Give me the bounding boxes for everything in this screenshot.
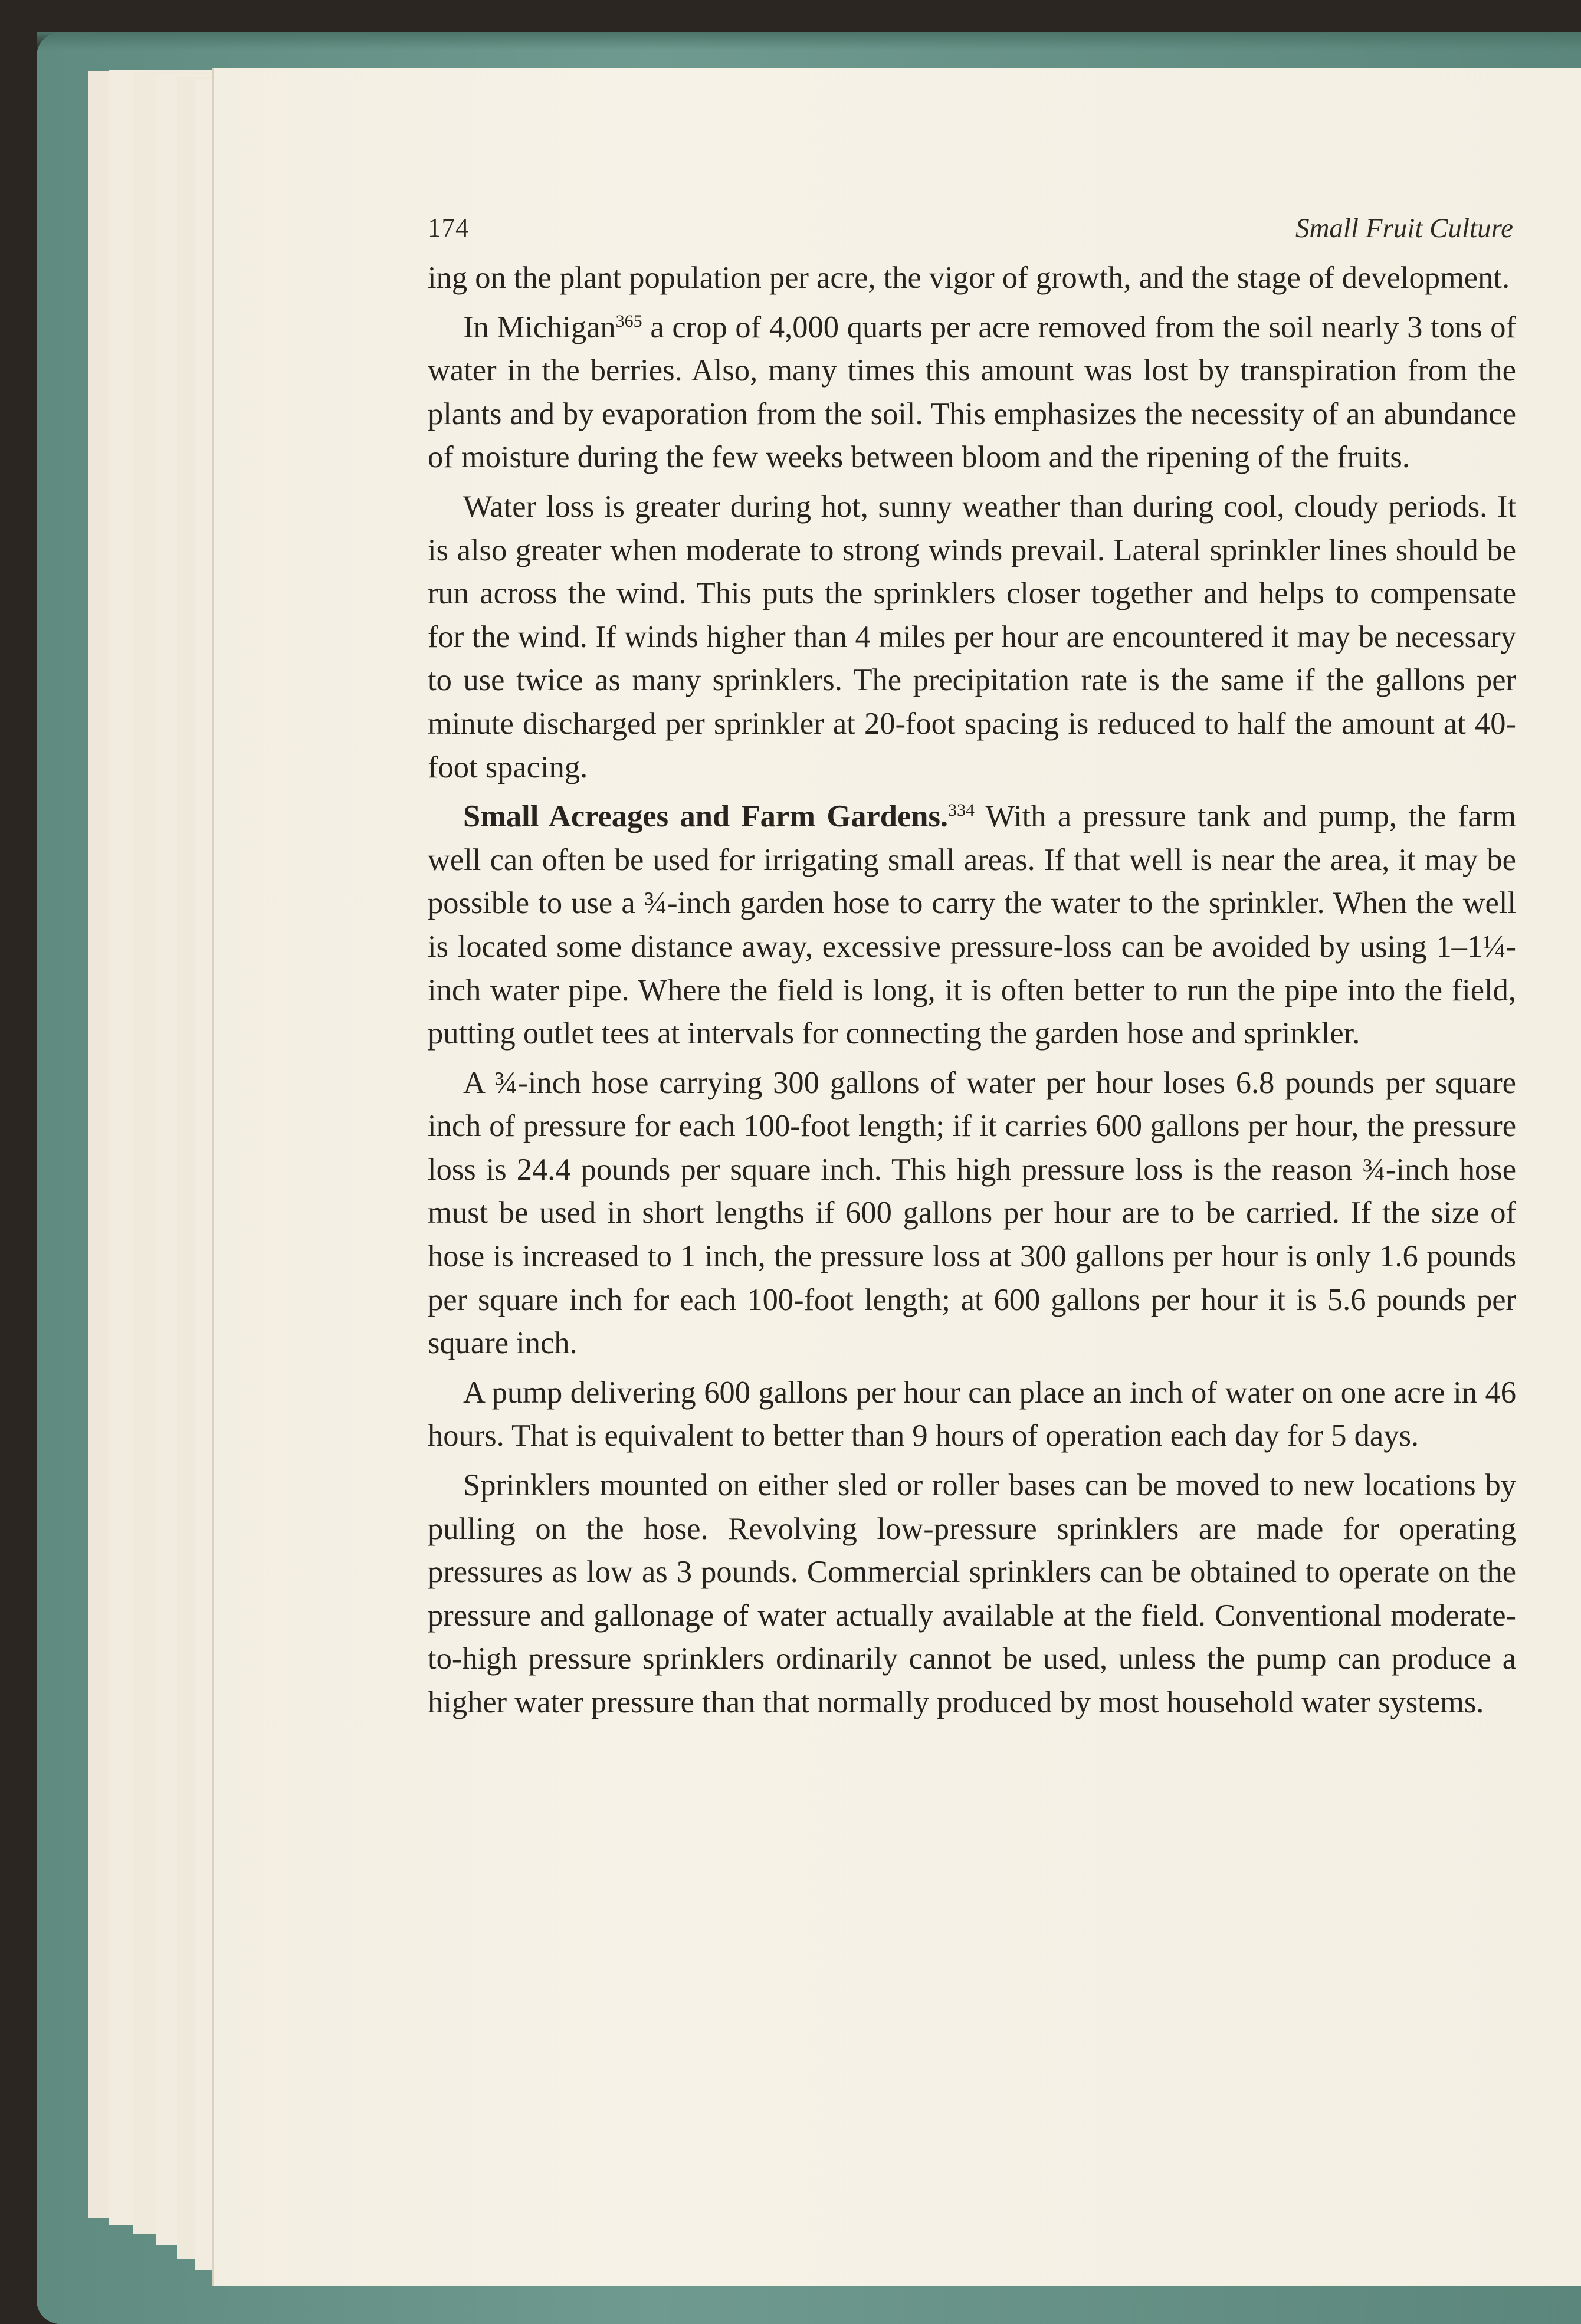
paragraph: A ¾-inch hose carrying 300 gallons of water per hour loses 6.8 pounds per square inch of pressure for each 100-foot length; if it carries 600 gallons per hour, the pressure loss is 24.4 pounds per square inch. This high pressure loss is the reason ¾-inch hose must be used in short lengths if 600 gallons per hour are to be carried. If the size of hose is increased to 1 inch, the pressure loss at 300 gallons per hour is only 1.6 pounds per square inch for each 100-foot length; at 600 gallons per hour it is 5.6 pounds per square inch. [428, 1065, 1516, 1361]
paragraph-text: a crop of 4,000 quarts per acre removed from the soil nearly 3 tons of water in the berries. Also, many times this amount was lost by transpiration from the plants and by evaporation from the soil. This emphasizes the necessity of an abundance of moisture during the few weeks between bloom and the ripening of the fruits. [428, 310, 1516, 475]
page-header [428, 212, 1513, 248]
cover-shadow [37, 32, 1581, 50]
paragraph-text: With a pressure tank and pump, the farm well can often be used for irrigating small areas. If that well is near the area, it may be possible to use a ¾-inch garden hose to carry the water to the sprinkler. When the well is located some distance away, excessive pressure-loss can be avoided by using 1–1¼-inch water pipe. Where the field is long, it is often better to run the pipe into the field, putting outlet tees at intervals for connecting the garden hose and sprinkler. [428, 799, 1516, 1051]
paragraph [428, 306, 1516, 480]
paragraph: ing on the plant population per acre, the vigor of growth, and the stage of development. [428, 261, 1510, 295]
paragraph [428, 795, 1516, 1056]
paragraph: A pump delivering 600 gallons per hour can place an inch of water on one acre in 46 hours. That is equivalent to better than 9 hours of operation each day for 5 days. [428, 1375, 1516, 1453]
footnote-ref: 334 [948, 800, 975, 820]
footnote-ref: 365 [615, 311, 642, 331]
paragraph: Water loss is greater during hot, sunny weather than during cool, cloudy periods. It is also greater when moderate to strong winds prevail. Lateral sprinkler lines should be run across the wind. This puts the sprinklers closer together and helps to compensate for the wind. If winds higher than 4 miles per hour are encountered it may be necessary to use twice as many sprinklers. The precipitation rate is the same if the gallons per minute discharged per sprinkler at 20-foot spacing is reduced to half the amount at 40-foot spacing. [428, 489, 1516, 784]
body-text [428, 257, 1516, 1725]
running-head: Small Fruit Culture [1295, 213, 1513, 244]
paragraph-text: In Michigan [463, 310, 616, 344]
page-number: 174 [428, 213, 470, 242]
section-heading: Small Acreages and Farm Gardens. [463, 799, 949, 834]
paragraph: Sprinklers mounted on either sled or roller bases can be moved to new locations by pulling on the hose. Revolving low-pressure sprinklers are made for operating pressures as low as 3 pounds. Commercial sprinklers can be obtained to operate on the pressure and gallonage of water actually available at the field. Conventional moderate-to-high pressure sprinklers ordinarily cannot be used, unless the pump can produce a higher water pressure than that normally produced by most household water systems. [428, 1468, 1516, 1719]
